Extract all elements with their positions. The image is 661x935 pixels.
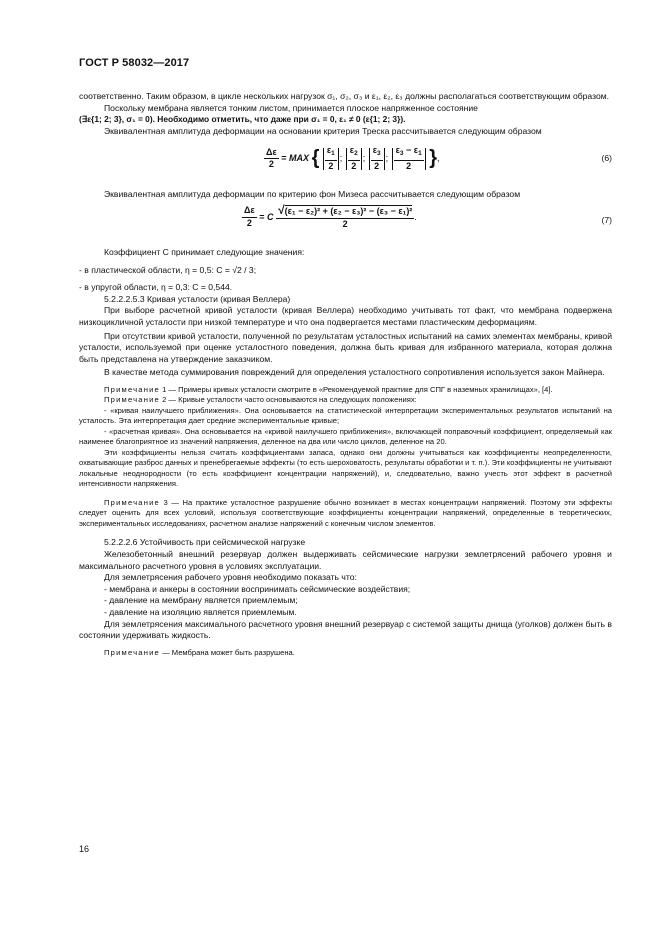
paragraph-mises: Эквивалентная амплитуда деформации по критерию фон Мизеса рассчитывается следующим образом [104, 189, 521, 200]
equation-6 [79, 137, 612, 189]
elastic-region: - в упругой области, η = 0,3: C = 0,544. [79, 282, 233, 293]
paragraph-coefficient: Коэффициент C принимает следующие значения: [104, 246, 305, 257]
eq6-max: MAX [289, 153, 310, 164]
paragraph-no-curve: При отсутствии кривой усталости, полученной по результатам усталостных испытаний на самих элементах мембраны, кривой усталости, используемой при оценке усталостного поведения, должна быть кривая для избранного материала, которая должна быть представлена на утверждение заказчиком. [79, 330, 612, 364]
equation-6-body: $\frac{\Delta\varepsilon}{2}$ = MAX { $\frac{\varepsilon_1}{2}$ ; $\frac{\varepsilon_2}{2}$ ; $\frac{\varepsilon_3}{2}$ ; $\frac{\varepsilon_3 - \varepsilon_1}{2}$ }, [266, 145, 440, 171]
note-2b: - «расчетная кривая». Она основывается на «кривой наилучшего приближения», включающей поправочный коэффициент, определяемый как наименее благоприятное из значений напряжения, деленное на два или число циклов, деленное на 20. [79, 426, 612, 447]
note-1: Примечание 1 — Примеры кривых усталости смотрите в «Рекомендуемой практике для СПГ в наземных хранилищах», [4]. [104, 384, 553, 394]
paragraph-miner: В качестве метода суммирования повреждений для определения усталостного сопротивления используется закон Майнера. [104, 367, 605, 378]
page-body [79, 91, 612, 658]
paragraph-seismic-1: Железобетонный внешний резервуар должен выдерживать сейсмические нагрузки землетрясений рабочего уровня и максимального расчетного уровня в условиях эксплуатации. [79, 549, 612, 571]
paragraph-treska: Эквивалентная амплитуда деформации на основании критерия Треска рассчитывается следующим образом [104, 125, 542, 136]
list-item-2: - давление на мембрану является приемлемым; [104, 595, 298, 606]
paragraph-fatigue-curve: При выборе расчетной кривой усталости (кривая Веллера) необходимо учитывать тот факт, что мембрана подвержена низкоцикличной усталости при низкой температуре и что она подвергается местами пластическим деформациям. [79, 305, 612, 327]
eq7-lhs-num: Δε [242, 205, 257, 218]
eq6-lhs-den: 2 [268, 159, 274, 170]
section-heading-fatigue: 5.2.2.2.5.3 Кривая усталости (кривая Веллера) [104, 293, 291, 304]
note-2c: Эти коэффициенты нельзя считать коэффициентами запаса, однако они должны учитываться как коэффициенты неопределенности, охватывающие разброс данных и пренебрегаемые эффекты (то есть шероховатость, результаты обработки и т. п.). Эти коэффициенты не учитывают локальные неоднородности (то есть коэффициент концентрации напряжений), и, следовательно, важно учесть этот эффект в расчетной интенсивности напряжения. [79, 447, 612, 489]
equation-7-body: $\frac{\Delta\varepsilon}{2}$ = C $\frac{\text{√(ε₁ − ε₂)² + (ε₂ − ε₃)² − (ε₃ − ε₁)²}}{2}$ . [244, 202, 417, 229]
list-item-3: - давление на изоляцию является приемлемым. [104, 606, 297, 617]
section-heading-seismic: 5.2.2.2.6 Устойчивость при сейсмической нагрузке [104, 537, 306, 548]
equation-7 [79, 201, 612, 247]
page-number: 16 [79, 844, 90, 854]
equation-7-number: (7) [601, 214, 612, 225]
equation-6-number: (6) [601, 153, 612, 164]
eq7-lhs-den: 2 [246, 218, 252, 229]
eq7-c: C [267, 211, 274, 222]
standard-header: ГОСТ Р 58032—2017 [79, 57, 190, 69]
list-item-1: - мембрана и анкеры в состоянии воспринимать сейсмические воздействия; [104, 583, 411, 594]
eq6-lhs-num: Δε [264, 147, 279, 160]
note-2a: - «кривая наилучшего приближения». Она основывается на статистической интерпретации экспериментальных результатов испытаний на усталость. Эта интерпретация дает средние экспериментальные кривые; [79, 405, 612, 426]
paragraph-seismic-2: Для землетрясения рабочего уровня необходимо показать что: [104, 572, 357, 583]
paragraph-continuation: соответственно. Таким образом, в цикле нескольких нагрузок σ₁, σ₂, σ₃ и ε₁, ε₂, ε₃ должны располагаться соответствующим образом. [79, 91, 610, 101]
eq7-radicand: (ε₁ − ε₂)² + (ε₂ − ε₃)² − (ε₃ − ε₁)² [284, 205, 413, 216]
note-3: Примечание 3 — На практике усталостное разрушение обычно возникает в местах концентрации напряжений. Поэтому эти эффекты следует оценить для всех условий, используя соответствующие коэффициенты концентрации напряжений, определенные в теоретических, экспериментальных исследованиях, расчетном анализе напряжений с конечным числом элементов. [79, 497, 612, 528]
paragraph-membrane: Поскольку мембрана является тонким листом, принимается плоское напряженное состояние [104, 102, 478, 113]
note-final: Примечание — Мембрана может быть разрушена. [104, 647, 295, 657]
eq7-den: 2 [342, 218, 348, 229]
paragraph-seismic-3: Для землетрясения максимального расчетного уровня внешний резервуар с системой защиты днища (уголков) должен быть в состоянии удерживать жидкость. [79, 618, 612, 641]
plastic-region: - в пластической области, η = 0,5: C = √2 / 3; [79, 264, 257, 275]
paragraph-plane-state: (∃ε{1; 2; 3}, σ₁ = 0). Необходимо отметить, что даже при σ₁ = 0, ε₁ ≠ 0 (ε{1; 2; 3}). [79, 114, 406, 125]
note-2: Примечание 2 — Кривые усталости часто основываются на следующих положениях: [104, 395, 417, 405]
